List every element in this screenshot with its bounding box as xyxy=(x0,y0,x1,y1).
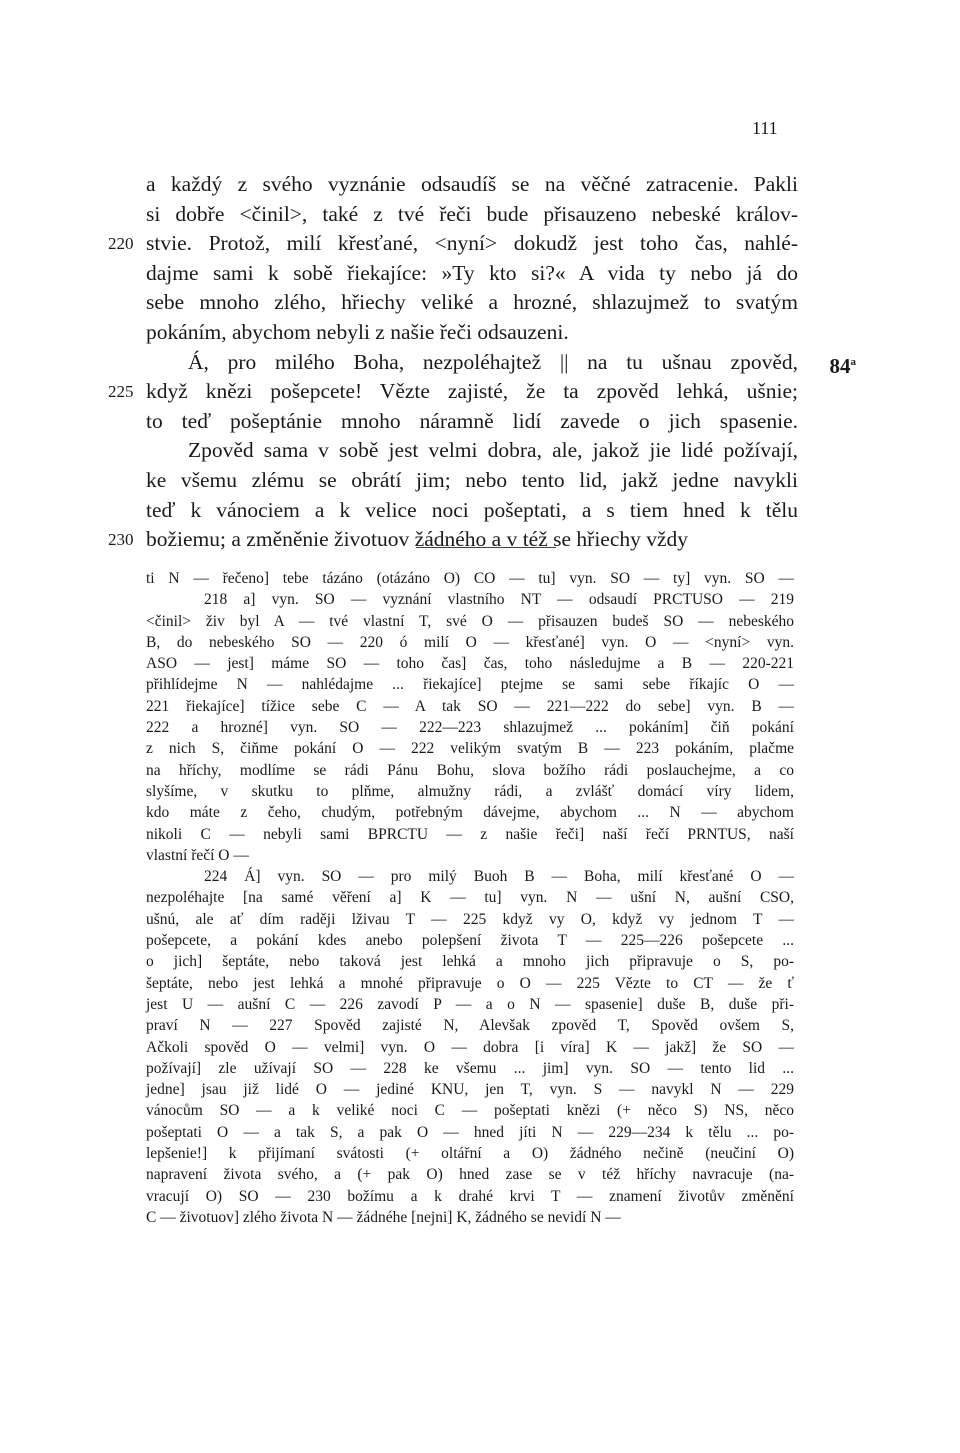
apparatus-line: pošeptati O — a tak S, a pak O — hned jíti N — 229—234 k tělu ... po- xyxy=(146,1123,794,1141)
text-line xyxy=(146,259,798,289)
line-text: teď k vánociem a k velice noci pošeptati, a s tiem hned k tělu xyxy=(146,497,798,522)
line-text: si dobře <činil>, také z tvé řeči bude přisauzeno nebeské králov- xyxy=(146,201,798,226)
apparatus-line: lepšenie!] k přijímaní svátosti (+ oltářní a O) žádného nečině (neučiní O) xyxy=(146,1145,794,1163)
apparatus-line: praví N — 227 Spověd zajisté N, Alevšak zpověd T, Spověd ovšem S, xyxy=(146,1017,794,1035)
apparatus-line: vánocům SO — a k veliké noci C — pošeptati knězi (+ něco S) NS, něco xyxy=(146,1102,794,1120)
text-line xyxy=(146,348,856,378)
text-line xyxy=(108,377,798,407)
apparatus-line: C — životuov] zlého života N — žádnéhe [nejni] K, žádného se nevidí N — xyxy=(146,1208,621,1226)
text-line xyxy=(108,525,798,555)
page-number: 111 xyxy=(752,118,778,138)
footnote-separator xyxy=(416,547,556,548)
apparatus-line: vlastní řečí O — xyxy=(146,846,249,864)
apparatus-line: Ačkoli spověd O — velmi] vyn. O — dobra [i víra] K — jakž] že SO — xyxy=(146,1038,794,1056)
line-number: 220 xyxy=(108,234,134,254)
main-text xyxy=(108,170,856,555)
text-line xyxy=(146,318,798,348)
apparatus-line: ušnú, ale ať dím raději lživau T — 225 když vy O, když vy jednom T — xyxy=(146,910,794,928)
apparatus-line: pošepcete, a pokání kdes anebo polepšení života T — 225—226 pošepcete ... xyxy=(146,932,794,950)
folio-number: 84 xyxy=(829,353,851,378)
critical-apparatus xyxy=(146,568,794,1228)
apparatus-line: požívají] zle užívají SO — 228 ke všemu ... jim] vyn. SO — tento lid ... xyxy=(146,1059,794,1077)
apparatus-line: šeptáte, nebo jest lehká a mnohé připravuje o O — 225 Vězte to CT — že ť xyxy=(146,974,794,992)
apparatus-line: 218 a] vyn. SO — vyznání vlastního NT — odsaudí PRCTUSO — 219 xyxy=(204,591,794,609)
folio-marker xyxy=(830,348,857,382)
text-line xyxy=(146,407,798,437)
folio-side: a xyxy=(850,355,856,368)
apparatus-line: nezpoléhajte [na samé věření a] K — tu] vyn. N — ušní N, aušní CSO, xyxy=(146,889,794,907)
apparatus-line: <činil> živ byl A — tvé vlastní T, své O — přisauzen budeš SO — nebeského xyxy=(146,612,794,630)
line-text: dajme sami k sobě řiekajíce: »Ty kto si?« A vida ty nebo já do xyxy=(146,260,798,285)
apparatus-line: z nich S, čiňme pokání O — 222 velikým svatým B — 223 pokáním, plačme xyxy=(146,740,794,758)
line-text: Zpověd sama v sobě jest velmi dobra, ale, jakož jie lidé požívají, xyxy=(188,438,798,463)
line-text: božiemu; a změněnie životuov žádného a v též se hřiechy vždy xyxy=(146,527,689,552)
text-line xyxy=(146,436,798,466)
apparatus-line: jedne] jsau již lidé O — jediné KNU, jen T, vyn. S — navykl N — 229 xyxy=(146,1081,794,1099)
apparatus-line: 222 a hrozné] vyn. SO — 222—223 shlazujmež ... pokáním] čiň pokání xyxy=(146,719,794,737)
apparatus-line: napravení života svého, a (+ pak O) hned zase se v též hříchy navracuje (na- xyxy=(146,1166,794,1184)
line-number: 225 xyxy=(108,382,134,402)
apparatus-line: o jich] šeptáte, nebo taková jest lehká a mnoho jich připravuje o S, po- xyxy=(146,953,794,971)
apparatus-line: 224 Á] vyn. SO — pro milý Buoh B — Boha, milí křesťané O — xyxy=(204,868,794,886)
apparatus-line: přihlídejme N — nahlédajme ... řiekajíce] ptejme se sami sebe říkajíc O — xyxy=(146,676,794,694)
text-line xyxy=(108,229,798,259)
apparatus-line: nikoli C — nebyli sami BPRCTU — z našie řeči] naší řečí PRNTUS, naší xyxy=(146,825,794,843)
apparatus-line: ASO — jest] máme SO — toho čas] čas, toho následujme a B — 220-221 xyxy=(146,655,794,673)
text-line xyxy=(146,200,798,230)
apparatus-line: ti N — řečeno] tebe tázáno (otázáno O) CO — tu] vyn. SO — ty] vyn. SO — xyxy=(146,570,794,587)
line-text: Á, pro milého Boha, nezpoléhajtež || na tu ušnau zpověd, xyxy=(188,349,798,374)
line-number: 230 xyxy=(108,530,134,550)
apparatus-line: na hříchy, modlíme se rádi Pánu Bohu, slova božího rádi poslauchejme, a co xyxy=(146,761,794,779)
line-text: když knězi pošepcete! Vězte zajisté, že ta zpověd lehká, ušnie; xyxy=(146,379,798,404)
apparatus-line: vracují O) SO — 230 božímu a k drahé krvi T — znamení životův změnění xyxy=(146,1187,794,1205)
apparatus-line: 221 řiekajíce] tížice sebe C — A tak SO — 221—222 do sebe] vyn. B — xyxy=(146,697,794,715)
line-text: sebe mnoho zlého, hřiechy veliké a hrozné, shlazujmež to svatým xyxy=(146,290,798,315)
apparatus-line: slyšíme, v skutku to plňme, almužny rádi, a zvlášť domácí víry lidem, xyxy=(146,782,794,800)
line-text: ke všemu zlému se obrátí jim; nebo tento lid, jakž jedne navykli xyxy=(146,467,798,492)
line-text: to teď pošeptánie mnoho náramně lidí zavede o jich spasenie. xyxy=(146,408,798,433)
apparatus-line: jest U — aušní C — 226 zavodí P — a o N — spasenie] duše B, duše při- xyxy=(146,995,794,1013)
text-line xyxy=(146,288,798,318)
line-text: a každý z svého vyznánie odsaudíš se na věčné zatracenie. Pakli xyxy=(146,172,798,196)
apparatus-line: B, do nebeského SO — 220 ó milí O — křesťané] vyn. O — <nyní> vyn. xyxy=(146,633,794,651)
text-line xyxy=(146,496,798,526)
text-line xyxy=(146,466,798,496)
text-line xyxy=(146,170,798,200)
apparatus-line: kdo máte z čeho, chudým, potřebným dávejme, abychom ... N — abychom xyxy=(146,804,794,822)
line-text: stvie. Protož, milí křesťané, <nyní> dokudž jest toho čas, nahlé- xyxy=(146,231,798,256)
line-text: pokáním, abychom nebyli z našie řeči odsauzeni. xyxy=(146,319,569,344)
